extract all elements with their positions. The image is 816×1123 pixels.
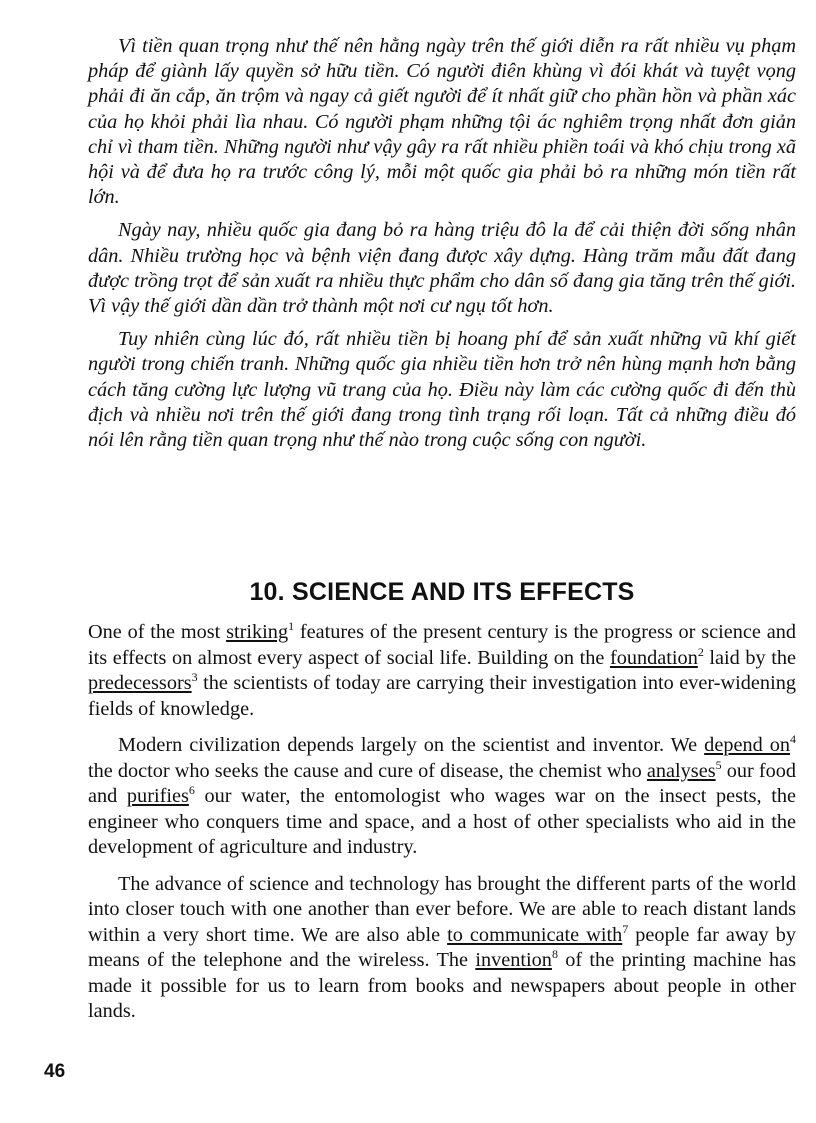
- vietnamese-paragraph-1: Vì tiền quan trọng như thế nên hằng ngày trên thế giới diễn ra rất nhiều vụ phạm pháp để giành lấy quyền sở hữu tiền. Có người điên khùng vì đói khát và tuyệt vọng phải đi ăn cắp, ăn trộm và ngay cả giết người để ít nhất giữ cho phần hồn và phần xác của họ khỏi phải lìa nhau. Có người phạm những tội ác nghiêm trọng nhất đơn giản chỉ vì tham tiền. Những người như vậy gây ra rất nhiều phiền toái và khó chịu trong xã hội và để đưa họ ra trước công lý, mỗi một quốc gia phải bỏ ra những món tiền rất lớn.: [88, 35, 796, 209]
- english-paragraph-1: [88, 620, 796, 722]
- footnote-marker: 4: [790, 732, 797, 747]
- vocab-word-purifies: purifies: [126, 785, 189, 807]
- vocab-word-foundation: foundation: [609, 646, 698, 669]
- vocab-word-predecessors: predecessors: [88, 672, 192, 694]
- english-paragraph-2: [88, 733, 796, 861]
- footnote-marker: 2: [697, 644, 704, 659]
- vocab-word-invention: invention: [475, 949, 552, 971]
- footnote-marker: 5: [715, 757, 722, 772]
- text-run: features of the present century is the progress or science and its effects on almost every aspect of social life. Building on the: [88, 621, 796, 669]
- text-run: the doctor who seeks the cause and cure of disease, the chemist who: [88, 759, 647, 782]
- text-run: our water, the entomologist who wages war on the insect pests, the engineer who conquers time and space, and a host of other specialists who aid in the development of agriculture and industry.: [88, 785, 797, 858]
- footnote-marker: 3: [191, 670, 198, 685]
- text-run: laid by the: [703, 646, 796, 669]
- english-text-block: [88, 620, 796, 1036]
- footnote-marker: 8: [551, 947, 558, 962]
- text-run: Modern civilization depends largely on the scientist and inventor. We: [118, 734, 705, 756]
- vocab-word-striking: striking: [226, 621, 289, 643]
- text-run: our food and: [88, 759, 796, 807]
- footnote-marker: 1: [288, 619, 295, 634]
- text-run: people far away by means of the telephone and the wireless. The: [88, 923, 796, 971]
- footnote-marker: 7: [622, 921, 629, 936]
- footnote-marker: 6: [188, 783, 195, 798]
- vocab-word-to-communicate-with: to communicate with: [447, 923, 623, 946]
- text-run: of the printing machine has made it possible for us to learn from books and newspapers about people in other lands.: [88, 949, 796, 1022]
- page-number: 46: [44, 1061, 66, 1082]
- text-run: The advance of science and technology has brought the different parts of the world into closer touch with one another than ever before. We are able to reach distant lands within a very short time. We are also able: [88, 872, 796, 946]
- vietnamese-paragraph-2: Ngày nay, nhiều quốc gia đang bỏ ra hàng triệu đô la để cải thiện đời sống nhân dân. Nhiều trường học và bệnh viện đang được xây dựng. Hàng trăm mẫu đất đang được trồng trọt để sản xuất ra nhiều thực phẩm cho dân số đang gia tăng trên thế giới. Vì vậy thế giới dần dần trở thành một nơi cư ngụ tốt hơn.: [88, 219, 796, 318]
- text-run: One of the most: [88, 621, 227, 643]
- vocab-word-depend-on: depend on: [704, 734, 791, 756]
- vietnamese-text-block: [88, 34, 796, 461]
- text-run: the scientists of today are carrying their investigation into ever-widening fields of knowledge.: [88, 672, 796, 720]
- vocab-word-analyses: analyses: [646, 759, 716, 782]
- vietnamese-paragraph-3: Tuy nhiên cùng lúc đó, rất nhiều tiền bị hoang phí để sản xuất những vũ khí giết người trong chiến tranh. Những quốc gia nhiều tiền hơn trở nên hùng mạnh hơn bằng cách tăng cường lực lượng vũ trang của họ. Điều này làm các cường quốc đi đến thù địch và nhiều nơi trên thế giới đang trong tình trạng rối loạn. Tất cả những điều đó nói lên rằng tiền quan trọng như thế nào trong cuộc sống con người.: [88, 328, 796, 452]
- english-paragraph-3: [88, 872, 796, 1025]
- section-heading: 10. SCIENCE AND ITS EFFECTS: [249, 578, 635, 606]
